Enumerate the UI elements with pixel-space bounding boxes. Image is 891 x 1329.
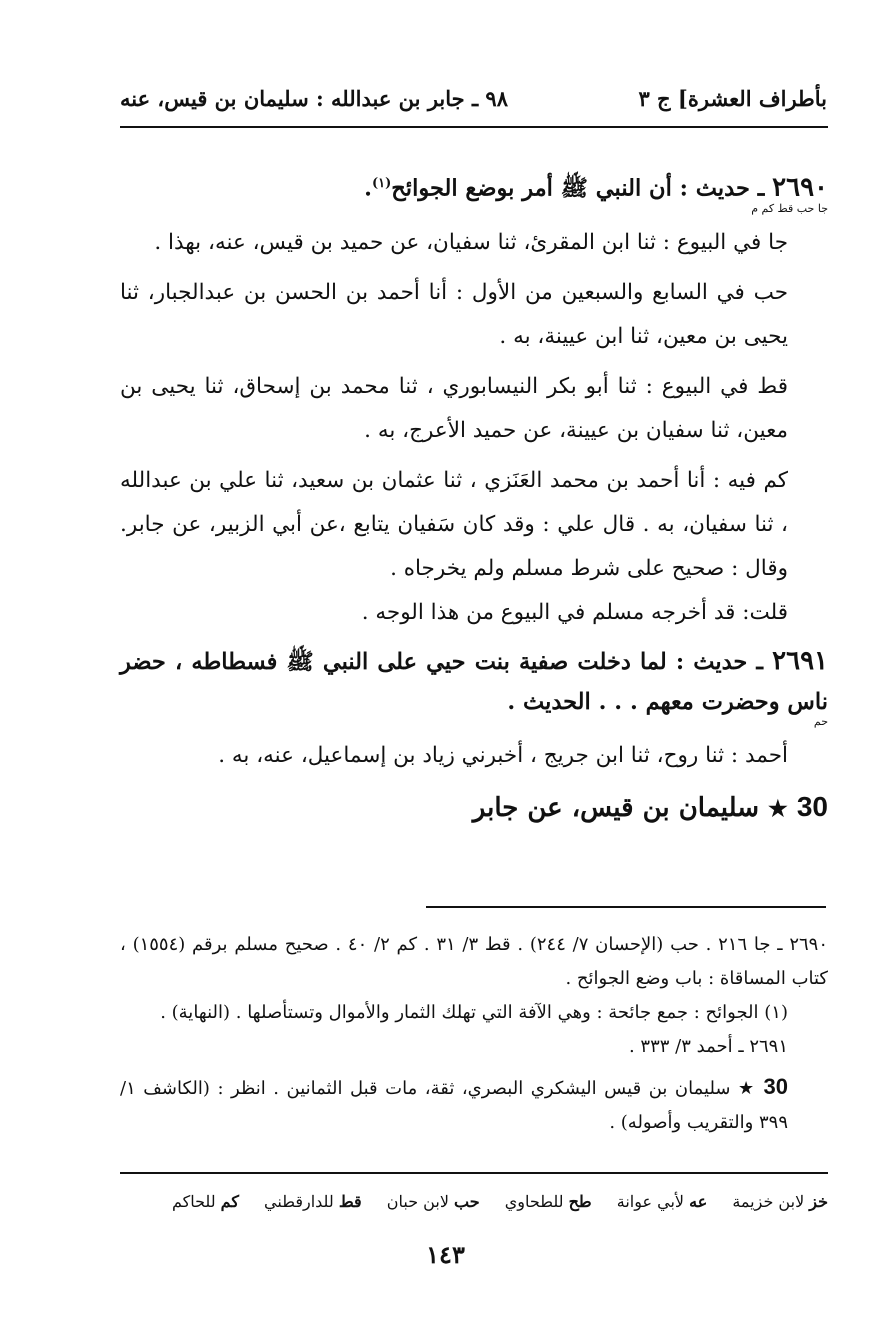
running-header [120, 80, 827, 116]
hadith-number: ٢٦٩٠ [772, 172, 828, 203]
star-icon: ★ [738, 1078, 756, 1099]
page-number: ١٤٣ [426, 1240, 465, 1269]
hadith-2691-heading [120, 641, 828, 722]
source-paragraph: أحمد : ثنا روح، ثنا ابن جريج ، أخبرني زياد بن إسماعيل، عنه، به . [218, 742, 788, 768]
footnotes [120, 928, 828, 1140]
footnote-rule [426, 906, 826, 908]
source-paragraph: قط في البيوع : ثنا أبو بكر النيسابوري ، ثنا محمد بن إسحاق، ثنا يحيى بن معين، ثنا سفيان بن عيينة، عن حميد الأعرج، به . [120, 373, 788, 443]
narrator-name: سليمان بن قيس، عن جابر [472, 793, 759, 823]
star-icon: ★ [768, 796, 788, 822]
abbreviations-legend [120, 1186, 828, 1218]
abbreviation-item: طح للطحاوي [504, 1192, 592, 1211]
footnote-marker: (١) [371, 176, 392, 191]
abbreviation-item: قط للدارقطني [264, 1192, 362, 1211]
source-paragraph: حب في السابع والسبعين من الأول : أنا أحمد بن الحسن بن عبدالجبار، ثنا يحيى بن معين، ثنا ابن عيينة، به . [120, 279, 788, 349]
hadith-2691-sigla: حم [813, 714, 828, 728]
abbreviation-item: عه لأبي عوانة [616, 1192, 708, 1211]
header-rule [120, 126, 828, 128]
narrator-number: 30 [796, 791, 828, 822]
hadith-2690-sigla: جا حب قط كم م [751, 201, 828, 215]
footnote: ٢٦٩١ ـ أحمد ٣/ ٣٣٣ . [628, 1036, 788, 1057]
abbreviation-item: حب لابن حبان [386, 1192, 480, 1211]
hadith-text: ـ حديث : أن النبي ﷺ أمر بوضع الجوائح [391, 175, 765, 202]
footnote: (١) الجوائح : جمع جائحة : وهي الآفة التي تهلك الثمار والأموال وتستأصلها . (النهاية) . [160, 1002, 788, 1023]
hadith-text: ـ حديث : لما دخلت صفية بنت حيي على النبي ﷺ فسطاطه ، حضر ناس وحضرت معهم . . . الحديث . [120, 648, 828, 715]
abbreviations-rule [120, 1172, 828, 1174]
hadith-number: ٢٦٩١ [772, 645, 828, 676]
header-right: بأطراف العشرة] ج ٣ [638, 85, 827, 111]
header-left: ٩٨ ـ جابر بن عبدالله : سليمان بن قيس، عنه [120, 85, 508, 111]
footnote-text: سليمان بن قيس اليشكري البصري، ثقة، مات قبل الثمانين . انظر : (الكاشف ١/ ٣٩٩ والتقريب وأصوله) . [120, 1078, 788, 1133]
source-paragraph: جا في البيوع : ثنا ابن المقرئ، ثنا سفيان، عن حميد بن قيس، عنه، بهذا . [154, 229, 788, 255]
editor-remark: قلت: قد أخرجه مسلم في البيوع من هذا الوجه . [361, 599, 788, 625]
footnote-number: 30 [763, 1074, 788, 1099]
source-paragraph: كم فيه : أنا أحمد بن محمد العَنَزي ، ثنا عثمان بن سعيد، ثنا علي بن عبدالله ، ثنا سفيان، به . قال علي : وقد كان سَفيان يتابع ،عن أبي الزبير، عن جابر. وقال : صحيح على شرط مسلم ولم يخرجاه . [120, 467, 788, 581]
narrator-heading [120, 782, 828, 834]
footnote: ٢٦٩٠ ـ جا ٢١٦ . حب (الإحسان ٧/ ٢٤٤) . قط ٣/ ٣١ . كم ٢/ ٤٠ . صحيح مسلم برقم (١٥٥٤) ، كتاب المساقاة : باب وضع الجوائح . [120, 934, 828, 989]
abbreviation-item: خز لابن خزيمة [732, 1192, 828, 1211]
abbreviation-item: كم للحاكم [171, 1192, 239, 1211]
footnote [120, 1070, 828, 1140]
main-text [120, 164, 828, 778]
hadith-2690-heading: ٢٦٩٠ ـ حديث : أن النبي ﷺ أمر بوضع الجوائح$^{(١)}$. [364, 172, 828, 203]
